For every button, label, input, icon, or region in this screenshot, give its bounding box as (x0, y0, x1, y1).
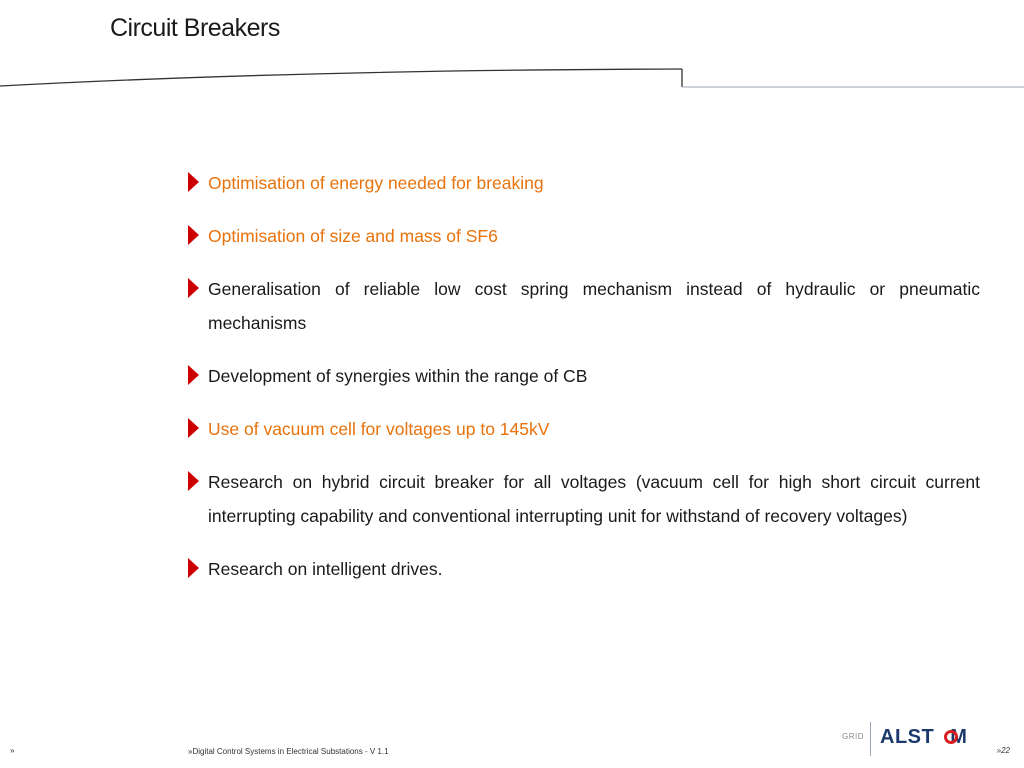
bullet-item (184, 359, 980, 393)
bullet-arrow-icon (188, 471, 199, 491)
bullet-arrow-icon (188, 225, 199, 245)
bullet-item (184, 552, 980, 586)
footer-page-number: »22 (996, 746, 1010, 755)
bullet-text: Research on intelligent drives. (208, 559, 443, 579)
footer-presentation-title: »Digital Control Systems in Electrical Substations - V 1.1 (188, 747, 389, 756)
bullet-list (184, 166, 980, 605)
bullet-item (184, 412, 980, 446)
bullet-text: Optimisation of size and mass of SF6 (208, 226, 498, 246)
bullet-item (184, 219, 980, 253)
footer-left-marker: » (10, 746, 15, 755)
header-rule (0, 64, 1024, 90)
bullet-item (184, 166, 980, 200)
bullet-text: Development of synergies within the range of CB (208, 366, 588, 386)
bullet-item (184, 272, 980, 340)
bullet-arrow-icon (188, 278, 199, 298)
bullet-text: Research on hybrid circuit breaker for all voltages (vacuum cell for high short circuit current interrupting capability and conventional interrupting unit for withstand of recovery voltages) (208, 472, 980, 526)
bullet-arrow-icon (188, 172, 199, 192)
bullet-text: Generalisation of reliable low cost spring mechanism instead of hydraulic or pneumatic mechanisms (208, 279, 980, 333)
page-title: Circuit Breakers (110, 14, 280, 42)
bullet-arrow-icon (188, 418, 199, 438)
logo-grid-label: GRID (842, 732, 864, 741)
footer (0, 744, 1024, 760)
logo-brand-start: ALST (880, 726, 935, 748)
bullet-arrow-icon (188, 365, 199, 385)
bullet-arrow-icon (188, 558, 199, 578)
bullet-item (184, 465, 980, 533)
bullet-text: Use of vacuum cell for voltages up to 145kV (208, 419, 550, 439)
bullet-text: Optimisation of energy needed for breaking (208, 173, 544, 193)
logo-brand-end: M (950, 726, 968, 748)
logo-o-ring-icon (944, 730, 958, 744)
